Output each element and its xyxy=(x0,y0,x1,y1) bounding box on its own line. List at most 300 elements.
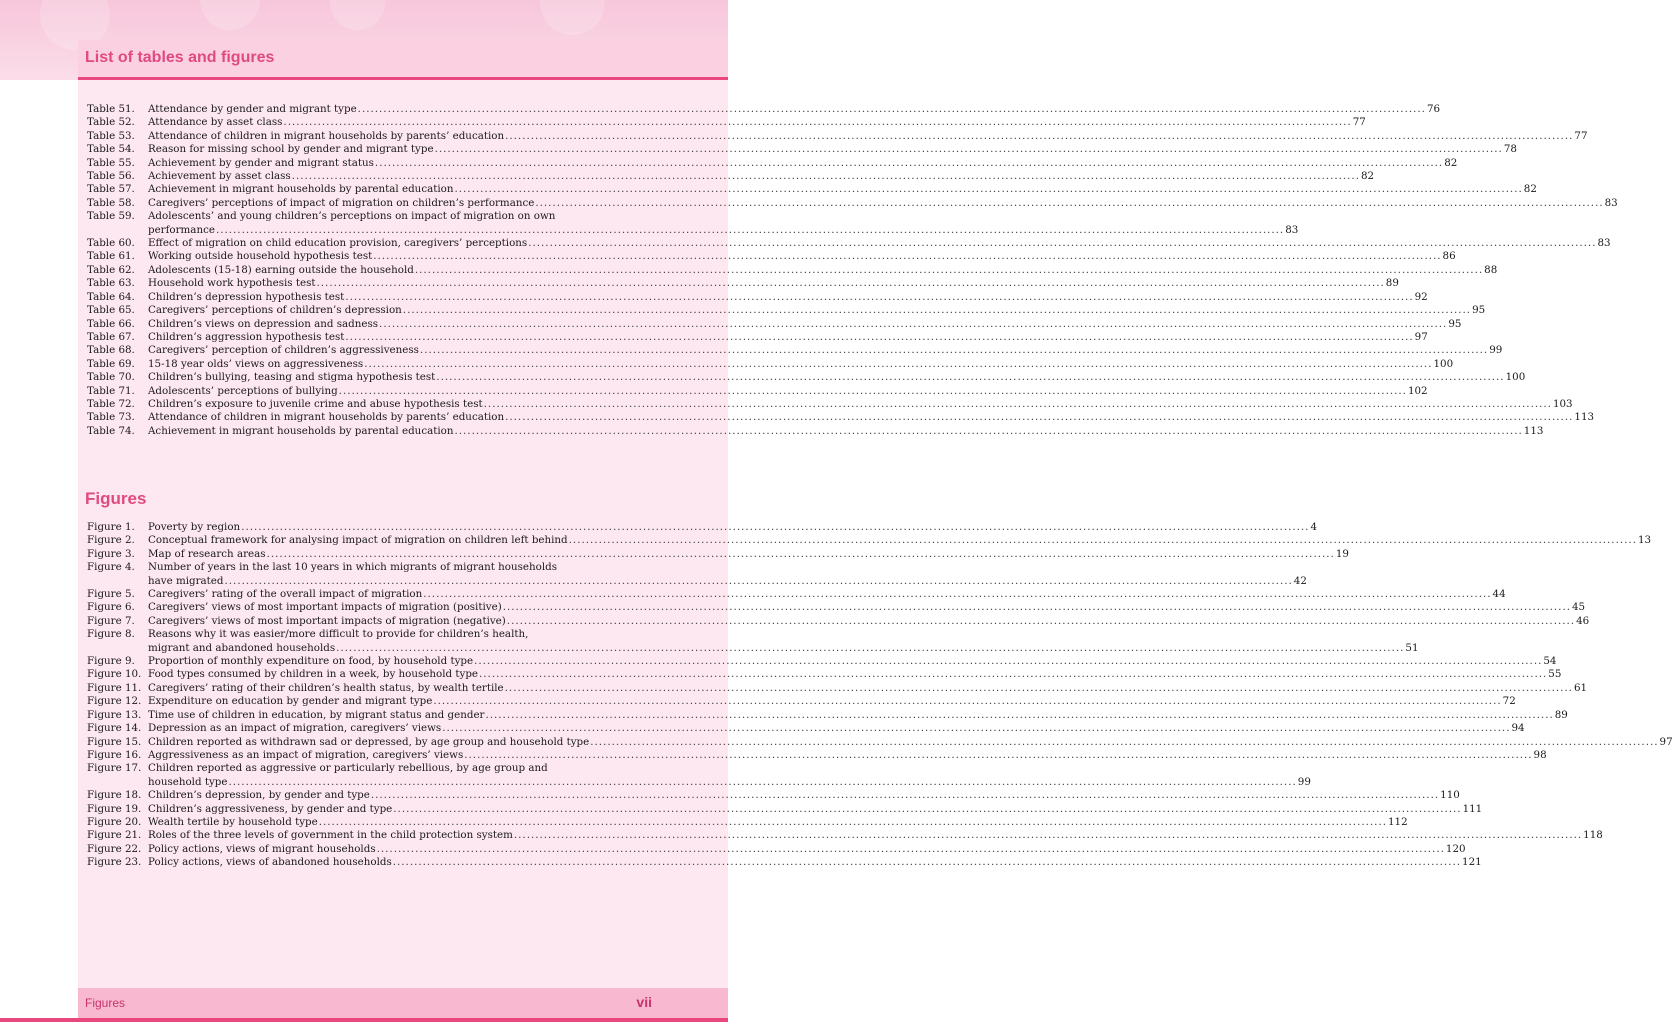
dot-leader: .......................................................................................................................................................................................................................................................... xyxy=(423,588,1492,601)
figure-entry xyxy=(87,829,1603,842)
dot-leader: .......................................................................................................................................................................................................................................................... xyxy=(504,681,1573,694)
figure-entry-title xyxy=(148,601,1586,614)
dot-leader: .......................................................................................................................................................................................................................................................... xyxy=(513,829,1583,842)
table-entry-number: Table 59. xyxy=(87,210,135,223)
figures-list xyxy=(87,521,1673,870)
table-entry xyxy=(87,397,1573,411)
figure-entry-leader-row xyxy=(148,815,1408,829)
footer-divider xyxy=(0,1018,728,1022)
table-entry-leader-row xyxy=(148,384,1428,398)
figure-entry-number: Figure 17. xyxy=(87,762,142,775)
figure-entry xyxy=(87,789,1460,802)
table-entry-number: Table 64. xyxy=(87,290,135,303)
dot-leader: .......................................................................................................................................................................................................................................................... xyxy=(402,304,1472,317)
table-entry xyxy=(87,411,1595,424)
dot-leader: .......................................................................................................................................................................................................................................................... xyxy=(454,424,1523,437)
dot-leader: .......................................................................................................................................................................................................................................................... xyxy=(364,357,1433,370)
figure-entry xyxy=(87,601,1586,614)
table-entry xyxy=(87,156,1458,170)
decorative-shape xyxy=(330,0,385,30)
dot-leader: .......................................................................................................................................................................................................................................................... xyxy=(228,775,1297,788)
figure-entry-title xyxy=(148,561,1307,588)
tables-list xyxy=(87,103,1618,438)
table-entry-title xyxy=(148,304,1486,317)
figure-entry-number: Figure 15. xyxy=(87,735,142,748)
table-entry-page: 82 xyxy=(1444,156,1458,169)
figure-entry-number: Figure 23. xyxy=(87,856,142,869)
figure-entry-number: Figure 2. xyxy=(87,534,135,547)
dot-leader: .......................................................................................................................................................................................................................................................... xyxy=(379,317,1448,330)
figure-entry-leader-row xyxy=(148,668,1562,681)
figure-entry-title-line: Depression as an impact of migration, caregivers’ views xyxy=(148,722,442,735)
dot-leader: .......................................................................................................................................................................................................................................................... xyxy=(392,856,1462,869)
dot-leader: .......................................................................................................................................................................................................................................................... xyxy=(434,143,1503,156)
figure-entry-page: 110 xyxy=(1440,789,1460,802)
figure-entry-number: Figure 1. xyxy=(87,521,135,533)
table-entry-title xyxy=(148,237,1611,250)
figure-entry-number: Figure 5. xyxy=(87,588,135,601)
figure-entry-title-line: Children’s aggressiveness, by gender and type xyxy=(148,802,393,815)
table-entry-number: Table 71. xyxy=(87,384,135,397)
table-entry-title-line: Adolescents (15-18) earning outside the household xyxy=(148,263,414,276)
figure-entry-title xyxy=(148,655,1557,668)
figure-entry-number: Figure 21. xyxy=(87,829,142,842)
figure-entry-number: Figure 18. xyxy=(87,789,142,802)
figure-entry-page: 98 xyxy=(1533,748,1547,761)
table-entry xyxy=(87,277,1399,290)
table-entry-page: 99 xyxy=(1489,344,1503,357)
figure-entry-leader-row xyxy=(148,547,1349,561)
figure-entry xyxy=(87,735,1673,749)
table-entry-title-line: Adolescents’ perceptions of bullying xyxy=(148,384,338,397)
table-entry-title xyxy=(148,143,1517,156)
table-entry-leader-row xyxy=(148,330,1428,344)
page-title: List of tables and figures xyxy=(85,49,275,66)
table-entry xyxy=(87,424,1544,438)
figure-entry-leader-row xyxy=(148,842,1466,856)
figure-entry xyxy=(87,722,1525,735)
dot-leader: .......................................................................................................................................................................................................................................................... xyxy=(370,789,1440,802)
table-entry xyxy=(87,183,1537,196)
figure-entry-page: 72 xyxy=(1502,695,1516,708)
figure-entry-title-line: Food types consumed by children in a week, by household type xyxy=(148,668,479,681)
table-entry-title xyxy=(148,196,1618,210)
table-entry-number: Table 51. xyxy=(87,103,135,115)
figure-entry-title xyxy=(148,748,1547,762)
table-entry xyxy=(87,371,1526,384)
figure-entry-number: Figure 8. xyxy=(87,628,135,641)
figure-entry-number: Figure 11. xyxy=(87,681,142,694)
dot-leader: .......................................................................................................................................................................................................................................................... xyxy=(535,196,1604,209)
dot-leader: .......................................................................................................................................................................................................................................................... xyxy=(454,183,1523,196)
figure-entry-title xyxy=(148,722,1525,735)
figure-entry-leader-row xyxy=(148,695,1516,708)
table-entry xyxy=(87,196,1618,210)
figure-entry-title-line: Reasons why it was easier/more difficult to provide for children’s health, xyxy=(148,628,529,641)
figure-entry-leader-row xyxy=(148,655,1557,668)
table-entry xyxy=(87,237,1611,250)
table-entry-number: Table 55. xyxy=(87,156,135,169)
footer-bar xyxy=(78,988,728,1018)
figure-entry-title-line: Caregivers’ views of most important impacts of migration (negative) xyxy=(148,614,506,627)
figure-entry-title xyxy=(148,815,1408,829)
table-entry-title xyxy=(148,317,1462,331)
table-entry-title-line: Achievement by gender and migrant status xyxy=(148,156,374,169)
dot-leader: .......................................................................................................................................................................................................................................................... xyxy=(336,641,1405,654)
figure-entry-number: Figure 6. xyxy=(87,601,135,614)
table-entry-title xyxy=(148,156,1458,170)
figure-entry-page: 112 xyxy=(1388,815,1408,828)
footer-section-label: Figures xyxy=(85,996,126,1010)
figure-entry-leader-row xyxy=(148,856,1482,869)
figure-entry-title-line: Policy actions, views of abandoned households xyxy=(148,856,392,869)
table-entry-page: 113 xyxy=(1574,411,1595,424)
table-entry xyxy=(87,357,1454,371)
figure-entry-number: Figure 4. xyxy=(87,561,135,574)
figure-entry-number: Figure 19. xyxy=(87,802,142,815)
table-entry-title-line: Attendance of children in migrant households by parents’ education xyxy=(148,129,505,142)
figure-entry-number: Figure 7. xyxy=(87,614,135,627)
figure-entry-title xyxy=(148,735,1673,749)
dot-leader: .......................................................................................................................................................................................................................................................... xyxy=(502,601,1571,614)
table-entry-leader-row xyxy=(148,263,1498,277)
figure-entry-title-line: Children’s depression, by gender and type xyxy=(148,789,370,802)
figure-entry xyxy=(87,856,1482,869)
figures-heading: Figures xyxy=(85,489,147,508)
figure-entry-number: Figure 9. xyxy=(87,655,135,668)
figure-entry-page: 4 xyxy=(1310,521,1318,533)
figure-entry-number: Figure 3. xyxy=(87,547,135,560)
figure-entry-title xyxy=(148,521,1318,534)
figure-entry-leader-row xyxy=(148,789,1460,802)
figure-entry-page: 97 xyxy=(1659,735,1673,748)
figure-entry-page: 121 xyxy=(1462,856,1482,869)
table-entry-page: 88 xyxy=(1484,263,1498,276)
dot-leader: .......................................................................................................................................................................................................................................................... xyxy=(316,277,1385,290)
dot-leader: .......................................................................................................................................................................................................................................................... xyxy=(464,748,1533,761)
table-entry-title-line: Children’s views on depression and sadness xyxy=(148,317,379,330)
figure-entry-title-line: Time use of children in education, by migrant status and gender xyxy=(148,708,485,721)
dot-leader: .......................................................................................................................................................................................................................................................... xyxy=(224,574,1293,587)
dot-leader: .......................................................................................................................................................................................................................................................... xyxy=(345,330,1414,343)
table-entry-leader-row xyxy=(148,424,1544,438)
table-entry-page: 78 xyxy=(1503,143,1517,156)
figure-entry-title xyxy=(148,628,1419,655)
figure-entry-leader-row xyxy=(148,748,1547,762)
table-entry-title xyxy=(148,129,1588,143)
table-entry-leader-row xyxy=(148,170,1375,183)
table-entry-title xyxy=(148,424,1544,438)
table-entry-number: Table 68. xyxy=(87,344,135,357)
dot-leader: .......................................................................................................................................................................................................................................................... xyxy=(568,534,1637,547)
figure-entry-leader-row xyxy=(148,735,1673,749)
figure-entry xyxy=(87,708,1568,722)
table-entry-title xyxy=(148,357,1454,371)
figure-entry-title xyxy=(148,547,1349,561)
figure-entry-title xyxy=(148,829,1603,842)
table-entry-leader-row xyxy=(148,290,1428,304)
figure-entry-leader-row xyxy=(148,521,1318,534)
table-entry-leader-row xyxy=(148,411,1595,424)
figure-entry-title xyxy=(148,588,1506,601)
dot-leader: .......................................................................................................................................................................................................................................................... xyxy=(590,735,1659,748)
figure-entry xyxy=(87,561,1307,588)
dot-leader: .......................................................................................................................................................................................................................................................... xyxy=(433,695,1502,708)
table-entry-number: Table 62. xyxy=(87,263,135,276)
table-entry-leader-row xyxy=(148,196,1618,210)
figure-entry-title-line: Roles of the three levels of government in the child protection system xyxy=(148,829,513,842)
table-entry-leader-row xyxy=(148,357,1454,371)
figure-entry-title-line: household type xyxy=(148,775,228,788)
table-entry-number: Table 61. xyxy=(87,250,135,263)
table-entry-number: Table 57. xyxy=(87,183,135,196)
dot-leader: .......................................................................................................................................................................................................................................................... xyxy=(283,116,1352,129)
figure-entry xyxy=(87,681,1588,695)
table-entry-leader-row xyxy=(148,129,1588,143)
table-entry xyxy=(87,344,1503,357)
table-entry-number: Table 73. xyxy=(87,411,135,424)
table-entry xyxy=(87,330,1428,344)
dot-leader: .......................................................................................................................................................................................................................................................... xyxy=(393,802,1462,815)
figure-entry xyxy=(87,614,1590,628)
figure-entry-page: 45 xyxy=(1572,601,1586,614)
table-entry-number: Table 72. xyxy=(87,397,135,410)
table-entry-page: 92 xyxy=(1414,290,1428,303)
figure-entry xyxy=(87,588,1506,601)
table-entry-page: 82 xyxy=(1523,183,1537,196)
table-entry-title xyxy=(148,263,1498,277)
table-entry-leader-row xyxy=(148,397,1573,411)
dot-leader: .......................................................................................................................................................................................................................................................... xyxy=(338,384,1407,397)
table-entry-page: 86 xyxy=(1442,250,1456,263)
table-entry-number: Table 67. xyxy=(87,330,135,343)
table-entry-page: 83 xyxy=(1285,223,1299,236)
decorative-shape xyxy=(200,0,260,30)
table-entry-number: Table 70. xyxy=(87,371,135,384)
table-entry-number: Table 58. xyxy=(87,196,135,209)
table-entry-title-line: Children’s bullying, teasing and stigma hypothesis test xyxy=(148,371,436,384)
figure-entry-number: Figure 22. xyxy=(87,842,142,855)
table-entry-number: Table 66. xyxy=(87,317,135,330)
table-entry-leader-row xyxy=(148,304,1486,317)
figure-entry-title xyxy=(148,842,1466,856)
figure-entry-leader-row xyxy=(148,574,1307,588)
table-entry xyxy=(87,170,1375,183)
table-entry xyxy=(87,210,1299,237)
dot-leader: .......................................................................................................................................................................................................................................................... xyxy=(483,397,1552,410)
table-entry-title xyxy=(148,290,1428,304)
dot-leader: .......................................................................................................................................................................................................................................................... xyxy=(505,129,1574,142)
table-entry-title xyxy=(148,250,1456,263)
figure-entry-title-line: Caregivers’ views of most important impacts of migration (positive) xyxy=(148,601,502,614)
figure-entry-page: 118 xyxy=(1583,829,1603,842)
table-entry-title-line: Effect of migration on child education provision, caregivers’ perceptions xyxy=(148,237,528,250)
table-entry-title-line: 15-18 year olds’ views on aggressiveness xyxy=(148,357,364,370)
figure-entry-page: 54 xyxy=(1543,655,1557,668)
figure-entry-page: 42 xyxy=(1293,574,1307,587)
table-entry-page: 82 xyxy=(1360,170,1375,183)
table-entry-title-line: Caregivers’ perceptions of children’s depression xyxy=(148,304,402,317)
table-entry-title-line: Achievement in migrant households by parental education xyxy=(148,424,454,437)
table-entry-page: 103 xyxy=(1552,397,1573,410)
table-entry xyxy=(87,116,1366,129)
figure-entry-page: 55 xyxy=(1548,668,1562,681)
dot-leader: .......................................................................................................................................................................................................................................................... xyxy=(474,655,1543,668)
table-entry-leader-row xyxy=(148,344,1503,357)
figure-entry-title-line: Poverty by region xyxy=(148,521,241,533)
figure-entry-leader-row xyxy=(148,722,1525,735)
dot-leader: .......................................................................................................................................................................................................................................................... xyxy=(479,668,1548,681)
figure-entry-number: Figure 16. xyxy=(87,748,142,761)
table-entry-title xyxy=(148,210,1299,237)
figure-entry-title-line: Caregivers’ rating of the overall impact of migration xyxy=(148,588,423,601)
figure-entry-title xyxy=(148,762,1311,789)
dot-leader: .......................................................................................................................................................................................................................................................... xyxy=(291,170,1360,183)
figure-entry-title-line: Aggressiveness as an impact of migration, caregivers’ views xyxy=(148,748,464,761)
figure-entry-title xyxy=(148,695,1516,708)
table-entry-title xyxy=(148,344,1503,357)
figure-entry xyxy=(87,748,1547,762)
dot-leader: .......................................................................................................................................................................................................................................................... xyxy=(376,842,1445,855)
figure-entry-leader-row xyxy=(148,681,1588,695)
figure-entry-page: 51 xyxy=(1405,641,1419,654)
table-entry-page: 100 xyxy=(1433,357,1454,370)
table-entry-title xyxy=(148,411,1595,424)
table-entry-page: 113 xyxy=(1523,424,1544,437)
table-entry-title-line: Children’s depression hypothesis test xyxy=(148,290,345,303)
table-entry-leader-row xyxy=(148,183,1537,196)
table-entry-title-line: Children’s aggression hypothesis test xyxy=(148,330,345,343)
table-entry-number: Table 52. xyxy=(87,116,135,129)
figure-entry-title xyxy=(148,681,1588,695)
table-entry-leader-row xyxy=(148,317,1462,331)
figure-entry-page: 94 xyxy=(1511,722,1525,735)
dot-leader: .......................................................................................................................................................................................................................................................... xyxy=(528,237,1597,250)
table-entry xyxy=(87,143,1517,156)
table-entry-title xyxy=(148,103,1441,116)
table-entry-page: 95 xyxy=(1472,304,1486,317)
table-entry-number: Table 60. xyxy=(87,237,135,250)
table-entry-page: 89 xyxy=(1385,277,1399,290)
dot-leader: .......................................................................................................................................................................................................................................................... xyxy=(345,290,1414,303)
figure-entry-leader-row xyxy=(148,829,1603,842)
figure-entry-title-line: Expenditure on education by gender and migrant type xyxy=(148,695,433,708)
table-entry-leader-row xyxy=(148,371,1526,384)
dot-leader: .......................................................................................................................................................................................................................................................... xyxy=(373,250,1442,263)
table-entry-number: Table 69. xyxy=(87,357,135,370)
table-entry-leader-row xyxy=(148,250,1456,263)
figure-entry-leader-row xyxy=(148,775,1311,789)
table-entry-title-line: Working outside household hypothesis test xyxy=(148,250,373,263)
table-entry-page: 100 xyxy=(1505,371,1526,384)
table-entry-title-line: Adolescents’ and young children’s perceptions on impact of migration on own xyxy=(148,210,556,223)
table-entry-number: Table 54. xyxy=(87,143,135,156)
figure-entry xyxy=(87,628,1419,655)
dot-leader: .......................................................................................................................................................................................................................................................... xyxy=(414,263,1484,276)
table-entry-title-line: Caregivers’ perception of children’s aggressiveness xyxy=(148,344,419,357)
table-entry-title-line: performance xyxy=(148,223,215,236)
table-entry-number: Table 53. xyxy=(87,129,135,142)
figure-entry-title xyxy=(148,708,1568,722)
figure-entry-title xyxy=(148,802,1483,816)
table-entry-number: Table 63. xyxy=(87,277,135,290)
table-entry-title-line: Household work hypothesis test xyxy=(148,277,316,290)
decorative-shape xyxy=(540,0,605,35)
figure-entry xyxy=(87,762,1311,789)
table-entry-title xyxy=(148,371,1526,384)
figure-entry xyxy=(87,668,1562,681)
figure-entry xyxy=(87,695,1516,708)
figure-entry-title-line: have migrated xyxy=(148,574,224,587)
figure-entry-page: 13 xyxy=(1637,534,1652,547)
figure-entry-title-line: migrant and abandoned households xyxy=(148,641,336,654)
dot-leader: .......................................................................................................................................................................................................................................................... xyxy=(241,521,1310,533)
figure-entry-number: Figure 10. xyxy=(87,668,142,681)
table-entry-title-line: Reason for missing school by gender and migrant type xyxy=(148,143,434,156)
figure-entry-title-line: Children reported as aggressive or particularly rebellious, by age group and xyxy=(148,762,548,775)
dot-leader: .......................................................................................................................................................................................................................................................... xyxy=(436,371,1505,384)
figure-entry-title xyxy=(148,614,1590,628)
table-entry xyxy=(87,384,1428,398)
figure-entry-title-line: Policy actions, views of migrant households xyxy=(148,842,376,855)
table-entry-page: 102 xyxy=(1407,384,1428,397)
figure-entry-title-line: Children reported as withdrawn sad or depressed, by age group and household type xyxy=(148,735,590,748)
table-entry-title-line: Attendance of children in migrant households by parents’ education xyxy=(148,411,505,424)
table-entry-page: 83 xyxy=(1597,237,1611,250)
dot-leader: .......................................................................................................................................................................................................................................................... xyxy=(419,344,1489,357)
table-entry-leader-row xyxy=(148,277,1399,290)
figure-entry xyxy=(87,655,1557,668)
figure-entry-title-line: Conceptual framework for analysing impact of migration on children left behind xyxy=(148,534,568,547)
table-entry-title-line: Attendance by asset class xyxy=(148,116,283,129)
figure-entry-number: Figure 13. xyxy=(87,708,142,721)
figure-entry-page: 111 xyxy=(1462,802,1483,815)
table-entry xyxy=(87,129,1588,143)
table-entry-leader-row xyxy=(148,116,1366,129)
dot-leader: .......................................................................................................................................................................................................................................................... xyxy=(485,708,1554,721)
dot-leader: .......................................................................................................................................................................................................................................................... xyxy=(357,103,1426,115)
table-entry-title xyxy=(148,277,1399,290)
table-entry xyxy=(87,304,1486,317)
table-entry-title-line: Caregivers’ perceptions of impact of migration on children’s performance xyxy=(148,196,535,209)
table-entry-title xyxy=(148,330,1428,344)
figure-entry-page: 61 xyxy=(1573,681,1588,694)
table-entry-page: 83 xyxy=(1604,196,1618,209)
figure-entry-title-line: Caregivers’ rating of their children’s health status, by wealth tertile xyxy=(148,681,504,694)
table-entry xyxy=(87,103,1441,116)
page-number: vii xyxy=(636,994,652,1010)
figure-entry-page: 46 xyxy=(1576,614,1590,627)
table-entry-leader-row xyxy=(148,143,1517,156)
table-entry-page: 77 xyxy=(1352,116,1366,129)
table-entry xyxy=(87,250,1456,263)
table-entry-leader-row xyxy=(148,237,1611,250)
figure-entry-title-line: Proportion of monthly expenditure on food, by household type xyxy=(148,655,474,668)
table-entry-number: Table 65. xyxy=(87,304,135,317)
figure-entry-leader-row xyxy=(148,802,1483,816)
figure-entry-title xyxy=(148,856,1482,869)
table-entry-title xyxy=(148,183,1537,196)
table-entry-title-line: Attendance by gender and migrant type xyxy=(148,103,357,115)
table-entry-page: 77 xyxy=(1574,129,1588,142)
figure-entry-leader-row xyxy=(148,614,1590,628)
figure-entry-leader-row xyxy=(148,534,1652,547)
figure-entry-title xyxy=(148,789,1460,802)
figure-entry-leader-row xyxy=(148,641,1419,655)
dot-leader: .......................................................................................................................................................................................................................................................... xyxy=(266,547,1335,560)
figure-entry-page: 44 xyxy=(1492,588,1506,601)
table-entry-leader-row xyxy=(148,223,1299,237)
